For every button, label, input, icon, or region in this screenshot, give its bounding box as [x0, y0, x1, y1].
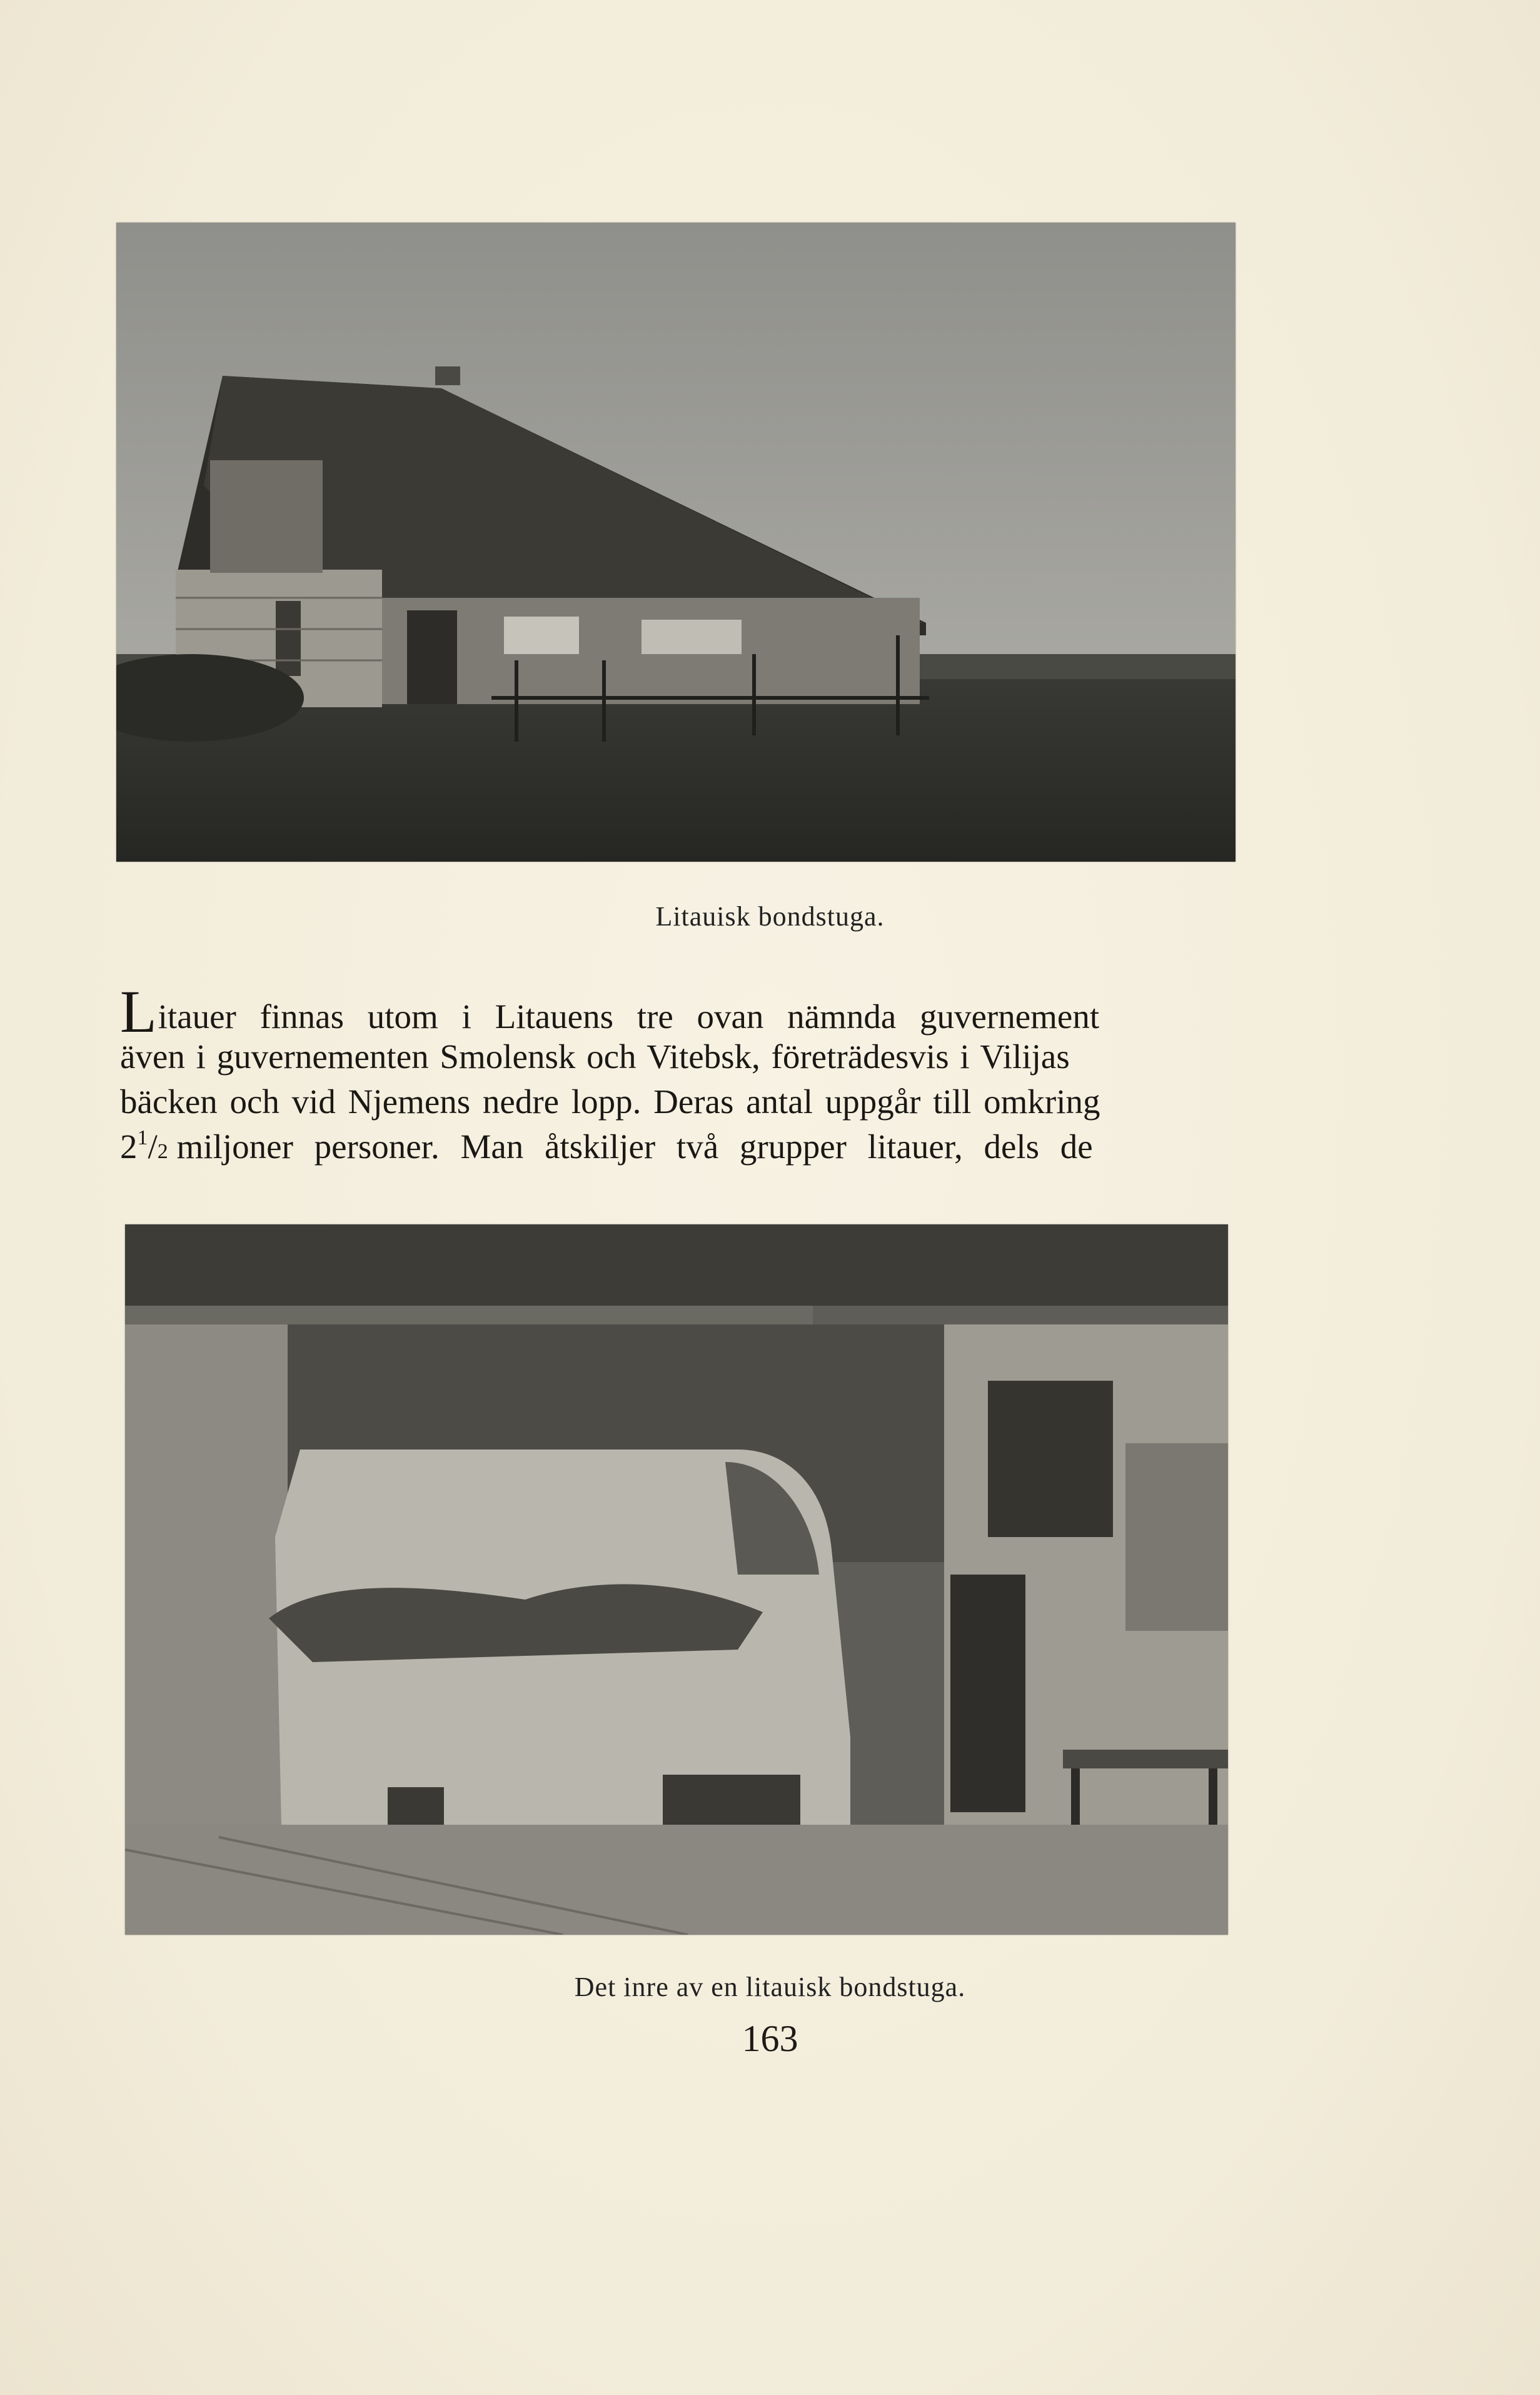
line-4-text: miljoner personer. Man åtskiljer två grupper litauer, dels de [176, 1127, 1093, 1166]
text-line-2 [120, 1034, 1236, 1079]
line-3-text: bäcken och vid Njemens nedre lopp. Deras antal uppgår till omkring [120, 1082, 1100, 1121]
cottage-interior-photo [125, 1224, 1228, 1935]
fraction: $2^1/2$ [120, 1126, 168, 1166]
text-line-3 [120, 1079, 1236, 1124]
drop-cap: L [120, 978, 157, 1045]
page-number: 163 [742, 2018, 798, 2059]
body-paragraph [120, 978, 1236, 1169]
line-2-text: även i guvernementen Smolensk och Vitebsk, företrädesvis i Vilijas [120, 1037, 1070, 1076]
text-line-1 [120, 978, 1236, 1045]
cottage-exterior-image [116, 223, 1236, 862]
text-line-4 [120, 1124, 1236, 1169]
cottage-interior-image [125, 1224, 1228, 1935]
cottage-exterior-photo [116, 223, 1236, 862]
photo-caption-exterior: Litauisk bondstuga. [655, 901, 885, 932]
photo-caption-interior: Det inre av en litauisk bondstuga. [574, 1972, 966, 2002]
line-1-text: itauer finnas utom i Litauens tre ovan nämnda guvernement [158, 997, 1100, 1036]
